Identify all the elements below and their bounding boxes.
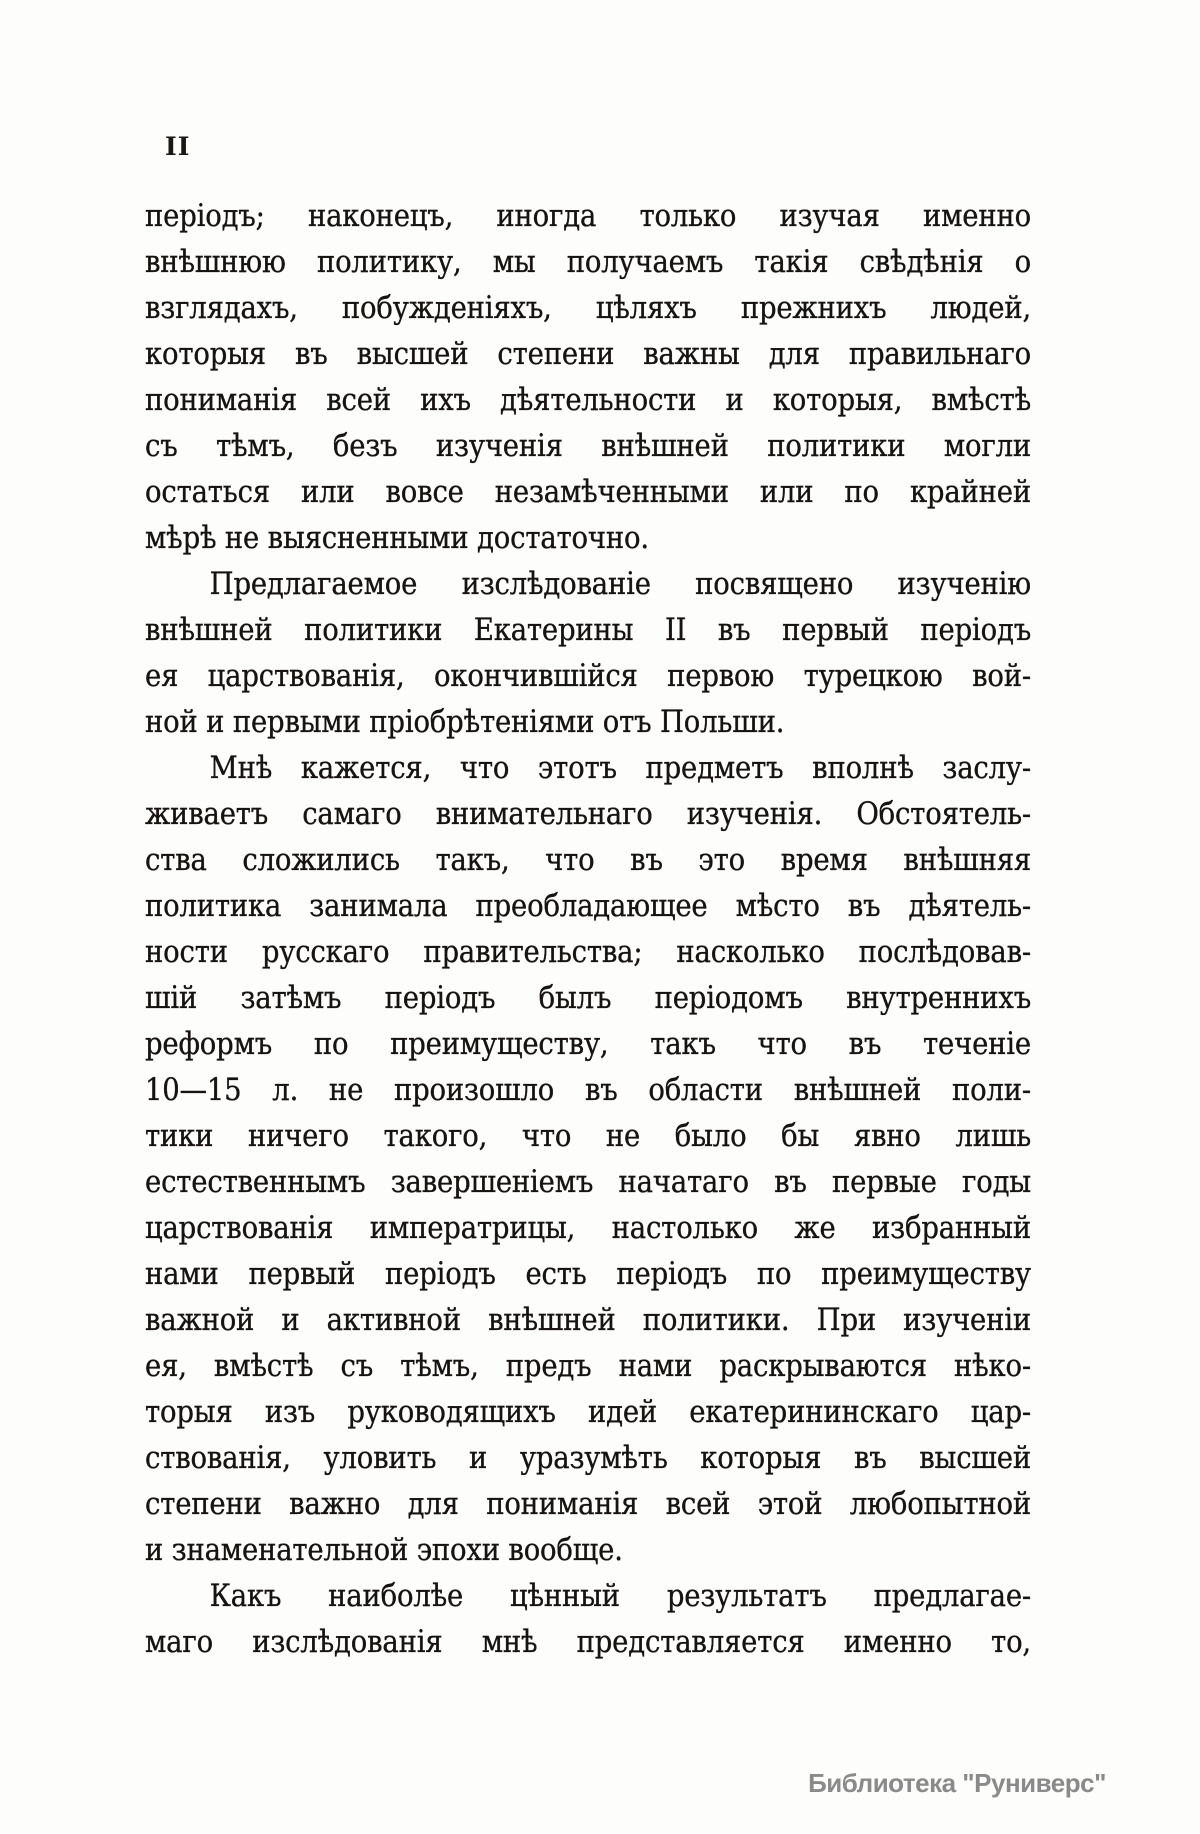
text-block	[145, 193, 1031, 1665]
text-line: ея, вмѣстѣ съ тѣмъ, предъ нами раскрываются нѣко-	[145, 1348, 1031, 1384]
text-line: царствованія императрицы, настолько же избранный	[145, 1210, 1031, 1246]
text-line: 10—15 л. не произошло въ области внѣшней поли-	[145, 1072, 1031, 1108]
text-line: періодъ; наконецъ, иногда только изучая именно	[145, 198, 1031, 234]
text-line: Мнѣ кажется, что этотъ предметъ вполнѣ заслу-	[209, 750, 1032, 786]
text-line: ствованія, уловить и уразумѣть которыя въ высшей	[145, 1440, 1031, 1476]
text-line: естественнымъ завершеніемъ начатаго въ первые годы	[145, 1164, 1031, 1200]
text-line: внѣшнюю политику, мы получаемъ такія свѣдѣнія о	[145, 244, 1031, 280]
paragraph	[145, 561, 1031, 745]
watermark: Библиотека "Руниверс"	[808, 1768, 1106, 1798]
text-line: нами первый періодъ есть періодъ по преимуществу	[145, 1256, 1031, 1292]
paragraph	[145, 193, 1031, 561]
text-line: шій затѣмъ періодъ былъ періодомъ внутреннихъ	[145, 980, 1031, 1016]
text-line: реформъ по преимуществу, такъ что въ теченіе	[145, 1026, 1031, 1062]
text-line: степени важно для пониманія всей этой любопытной	[145, 1486, 1031, 1522]
text-line: тики ничего такого, что не было бы явно лишь	[145, 1118, 1031, 1154]
text-line: ности русскаго правительства; насколько послѣдовав-	[145, 934, 1031, 970]
page-number: II	[165, 132, 191, 161]
text-line: пониманія всей ихъ дѣятельности и которыя, вмѣстѣ	[145, 382, 1031, 418]
text-line: взглядахъ, побужденіяхъ, цѣляхъ прежнихъ людей,	[145, 290, 1031, 326]
text-line: внѣшней политики Екатерины II въ первый періодъ	[145, 612, 1031, 648]
text-line: остаться или вовсе незамѣченными или по крайней	[145, 474, 1031, 510]
paragraph	[145, 1573, 1031, 1665]
text-line: мѣрѣ не выясненными достаточно.	[145, 520, 649, 556]
text-line: маго изслѣдованія мнѣ представляется именно то,	[145, 1624, 1031, 1660]
text-line: политика занимала преобладающее мѣсто въ дѣятель-	[145, 888, 1031, 924]
text-line: живаетъ самаго внимательнаго изученія. Обстоятель-	[145, 796, 1031, 832]
text-line: Предлагаемое изслѣдованіе посвящено изученію	[209, 566, 1032, 602]
text-line: торыя изъ руководящихъ идей екатерининскаго цар-	[145, 1394, 1031, 1430]
text-line: ства сложились такъ, что въ это время внѣшняя	[145, 842, 1031, 878]
text-line: Какъ наиболѣе цѣнный результатъ предлагае-	[209, 1578, 1032, 1614]
text-line: важной и активной внѣшней политики. При изученіи	[145, 1302, 1031, 1338]
text-line: съ тѣмъ, безъ изученія внѣшней политики могли	[145, 428, 1031, 464]
text-line: которыя въ высшей степени важны для правильнаго	[145, 336, 1031, 372]
paragraph	[145, 745, 1031, 1573]
text-line: ной и первыми пріобрѣтеніями отъ Польши.	[145, 704, 785, 740]
text-line: и знаменательной эпохи вообще.	[145, 1532, 623, 1568]
text-line: ея царствованія, окончившійся первою турецкою вой-	[145, 658, 1031, 694]
